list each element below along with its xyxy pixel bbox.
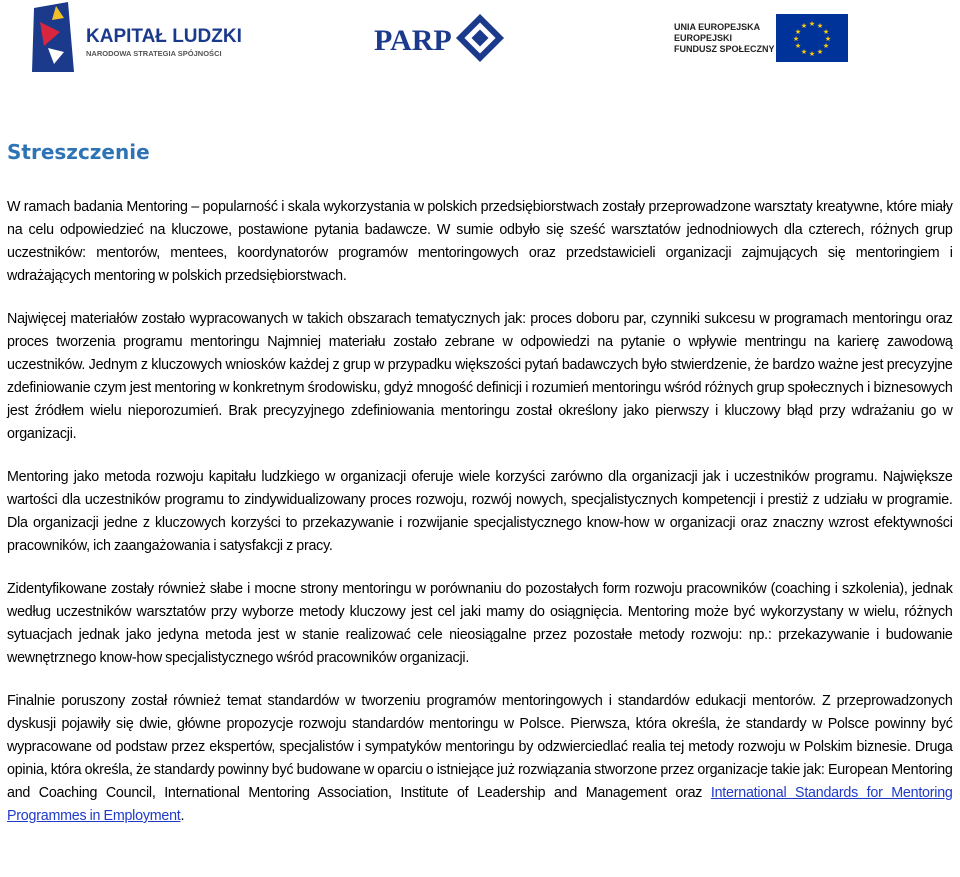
svg-text:★: ★ [816, 22, 824, 30]
paragraph-2: Najwięcej materiałów zostało wypracowanych w takich obszarach tematycznych jak: proces doboru par, czynniki sukcesu w programach mentoringu oraz proces tworzenia programu mentoringu Najmniej materiału zostało zebrane w odpowiedzi na pytanie o wpływie mentringu na karierę zawodową uczestników. Jednym z kluczowych wniosków każdej z grup w przypadku większości pytań badawczych było stwierdzenie, że bardzo ważne jest precyzyjne zdefiniowanie czym jest mentoring w konkretnym środowisku, gdyż mnogość definicji i rozumień mentoringu wśród różnych grup społecznych i biznesowych jest źródłem wielu nieporozumień. Brak precyzyjnego zdefiniowania mentoringu został określony jako pierwszy i kluczowy błąd przy wdrażaniu go w organizacji. [7, 310, 953, 442]
parp-emblem [374, 8, 514, 70]
header-logos [0, 0, 960, 82]
kapital-ludzki-emblem [30, 2, 260, 74]
paragraph-5-end: . [180, 807, 185, 824]
kapital-title: KAPITAŁ LUDZKI [86, 26, 242, 47]
svg-text:★: ★ [824, 35, 832, 43]
kapital-ludzki-logo [30, 2, 260, 74]
svg-text:★: ★ [792, 35, 800, 43]
summary-body [7, 195, 953, 847]
eu-line-3: FUNDUSZ SPOŁECZNY [674, 44, 775, 54]
paragraph-5 [7, 689, 953, 827]
eu-line-1: UNIA EUROPEJSKA [674, 22, 761, 32]
paragraph-3: Mentoring jako metoda rozwoju kapitału ludzkiego w organizacji oferuje wiele korzyści zarówno dla organizacji jak i uczestników programu. Największe wartości dla uczestników programu to zindywidualizowany proces rozwoju, rozwój nowych, specjalistycznych kompetencji i prestiż z udziału w programie. Dla organizacji jedne z kluczowych korzyści to przekazywanie i rozwijanie specjalistycznego know-how w organizacji oraz znaczny wzrost efektywności pracowników, ich zaangażowania i satysfakcji z pracy. [7, 468, 953, 554]
paragraph-5-text: Finalnie poruszony został również temat standardów w tworzeniu programów mentoringowych i standardów edukacji mentorów. Z przeprowadzonych dyskusji pojawiły się dwie, główne propozycje rozwoju standardów mentoringu w Polsce. Pierwsza, która określa, że standardy w Polsce powinny być wypracowane od podstaw przez ekspertów, specjalistów i sympatyków mentoringu by odzwierciedlać realia tej metody rozwoju w Polskim biznesie. Druga opinia, która określa, że standardy powinny być budowane w oparciu o istniejące już rozwiązania stworzone przez organizacje takie jak: European Mentoring and Coaching Council, International Mentoring Association, Institute of Leadership and Management oraz [7, 692, 953, 801]
kapital-subtitle: NARODOWA STRATEGIA SPÓJNOŚCI [86, 49, 222, 58]
parp-logo [374, 8, 514, 70]
paragraph-4: Zidentyfikowane zostały również słabe i mocne strony mentoringu w porównaniu do pozostałych form rozwoju pracowników (coaching i szkolenia), jednak według uczestników warsztatów przy wyborze metody kluczowy jest cel jaki mamy do osiągnięcia. Mentoring może być wykorzystany w wielu, różnych sytuacjach jednak jako jedyna metoda jest w stanie realizować cele nieosiągalne przez pozostałe metody rozwoju: np.: przekazywanie i budowanie wewnętrznego know-how specjalistycznego wśród pracowników organizacji. [7, 580, 953, 666]
svg-text:★: ★ [822, 42, 830, 50]
parp-title: PARP [374, 24, 452, 57]
paragraph-1: W ramach badania Mentoring – popularność i skala wykorzystania w polskich przedsiębiorstwach zostały przeprowadzone warsztaty kreatywne, które miały na celu odpowiedzieć na kluczowe, postawione pytania badawcze. W sumie odbyło się sześć warsztatów jednodniowych dla czterech, różnych grup uczestników: mentorów, mentees, koordynatorów programów mentoringowych oraz przedstawicieli organizacji zajmujących się mentoringiem i wdrażających mentoring w polskich przedsiębiorstwach. [7, 198, 953, 284]
svg-text:★: ★ [800, 22, 808, 30]
svg-text:★: ★ [794, 42, 802, 50]
svg-text:★: ★ [822, 28, 830, 36]
eu-line-2: EUROPEJSKI [674, 33, 733, 43]
eu-flag-icon [776, 14, 848, 62]
svg-text:★: ★ [808, 50, 816, 58]
svg-text:★: ★ [794, 28, 802, 36]
svg-text:★: ★ [808, 20, 816, 28]
standards-link[interactable]: International Standards for Mentoring Programmes in Employment [7, 784, 953, 824]
eu-logo [668, 10, 848, 70]
svg-text:★: ★ [800, 48, 808, 56]
svg-text:★: ★ [816, 48, 824, 56]
parp-diamond-icon [456, 14, 504, 62]
page-title: Streszczenie [7, 140, 150, 164]
